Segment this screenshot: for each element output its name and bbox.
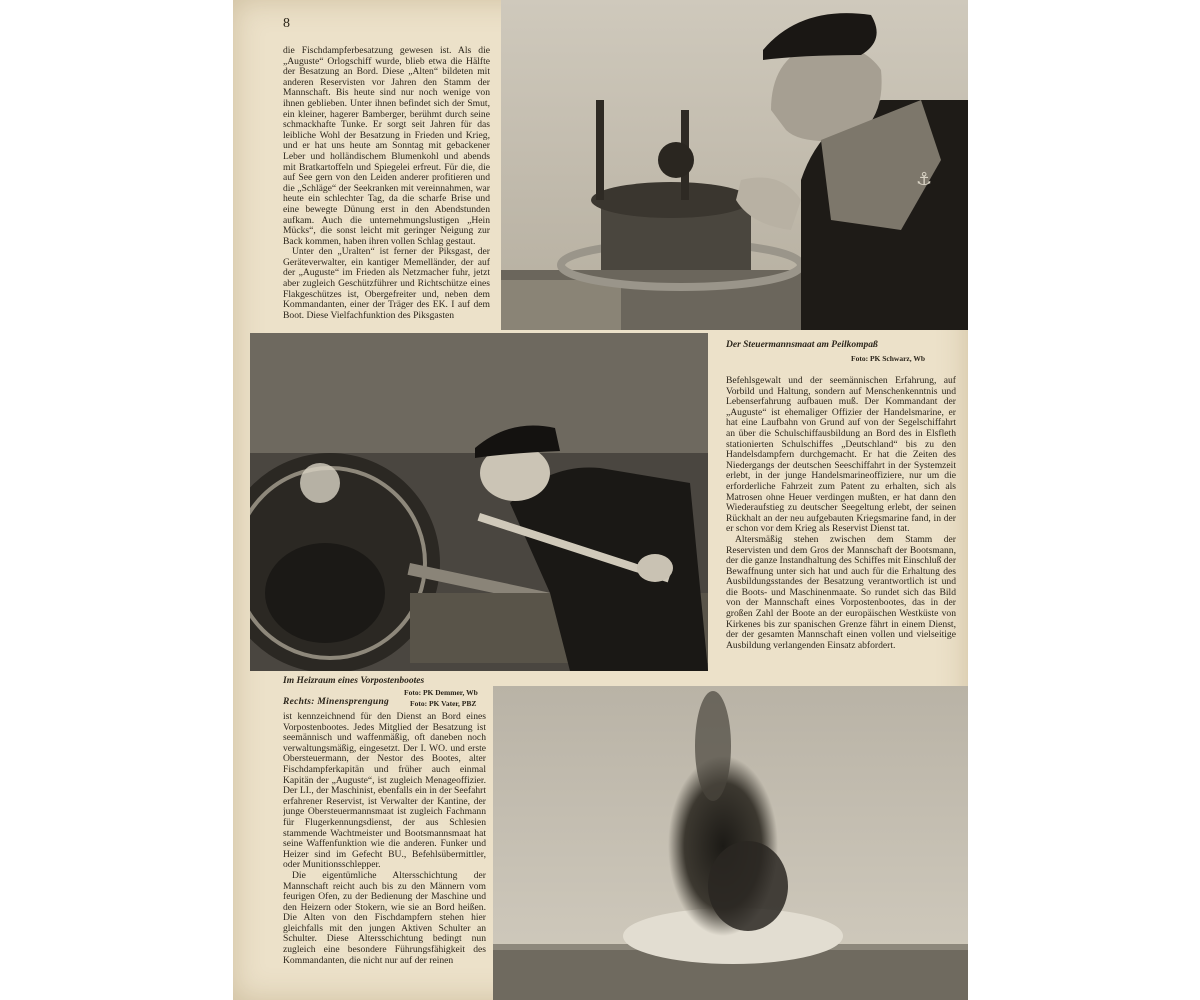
photo-mine-explosion: [493, 686, 968, 1000]
text-column-bottom-left: [283, 712, 486, 998]
photo-boiler-room-image: [250, 333, 708, 671]
photo-explosion-credit: Foto: PK Vater, PBZ: [410, 699, 477, 708]
magazine-page: [233, 0, 968, 1000]
photo-boiler-caption: Im Heizraum eines Vorpostenbootes: [283, 676, 425, 686]
text-column-right: [726, 376, 956, 682]
photo-navigator-credit: Foto: PK Schwarz, Wb: [851, 354, 926, 363]
page-number: 8: [283, 16, 290, 31]
paragraph: Befehlsgewalt und der seemännischen Erfahrung, auf Vorbild und Haltung, sondern auf Menschenkenntnis und Lebenserfahrung aufbauen muß. Der Kommandant der „Auguste“ ist ehemaliger Offizier der Handelsmarine, er hat eine Laufbahn von Grund auf von der Segelschiffahrt an über die Schulschiffausbildung an Bord des in Elsfleth stationierten Schulschiffes „Deutschland“ bis zu den Handelsdampfern durchgemacht. Er hat die Zeiten des Niedergangs der deutschen Seeschiffahrt in der Systemzeit erlebt, in der junge Handelsmarineoffiziere, nur um die erforderliche Fahrzeit zum Patent zu erhalten, sich als Matrosen ohne Heuer verdingen mußten, er hat dann den Wiederaufstieg zu deutscher Seegeltung erlebt, der seinen Rückhalt an der neu aufgebauten Kriegsmarine fand, in der er schon vor dem Krieg als Reservist Dienst tat.: [726, 376, 956, 535]
photo-navigator-compass: [501, 0, 968, 330]
photo-navigator-compass-image: [501, 0, 968, 330]
paragraph: ist kennzeichnend für den Dienst an Bord eines Vorpostenbootes. Jedes Mitglied der Besatzung ist seemännisch und waffenmäßig, oft daneben noch verwaltungsmäßig, eingesetzt. Der I. WO. und erste Obersteuermann, der Nestor des Bootes, alter Fischdampferkapitän und früher auch einmal Kapitän der „Auguste“, ist zugleich Menageoffizier. Der LI., der Maschinist, ebenfalls ein in der Seefahrt erfahrener Reservist, ist Verwalter der Kantine, der junge Obersteuermannsmaat ist zugleich Fachmann für Flugerkennungsdienst, der aus Schlesien stammende Wachtmeister und Bootsmannsmaat hat seine Waffenfunktion wie die anderen. Funker und Heizer sind im Gefecht BU., Befehlsübermittler, oder Munitionsschlepper.: [283, 712, 486, 871]
paragraph: Die eigentümliche Altersschichtung der Mannschaft reicht auch bis zu den Männern vom feurigen Ofen, zu der Bedienung der Maschine und den Heizern oder Stokern, wie sie an Bord heißen. Die Alten von den Fischdampfern stehen hier gleichfalls mit den jungen Aktiven Schulter an Schulter. Diese Altersschichtung bedingt nun zugleich eine besondere Führungsfähigkeit des Kommandanten, die nicht nur auf der reinen: [283, 869, 486, 966]
text-column-top-left: [283, 46, 490, 328]
photo-mine-explosion-image: [493, 686, 968, 1000]
paragraph: Altersmäßig stehen zwischen dem Stamm der Reservisten und dem Gros der Mannschaft der Bootsmann, der die ganze Instandhaltung des Schiffes mit Einschluß der Bewaffnung unter sich hat und auch für die Erhaltung des Ausbildungsstandes der Besatzung verantwortlich ist und die Boots- und Maschinenmaate. So rundet sich das Bild von der Mannschaft eines Vorpostenbootes, das in der großen Zahl der Boote an der europäischen Westküste von Kirkenes bis zur spanischen Grenze fährt in einem Dienst, der der gesamten Mannschaft einen vollen und vielseitige Ausbildung verlangenden Einsatz abfordert.: [726, 533, 956, 651]
paragraph: Unter den „Uralten“ ist ferner der Piksgast, der Geräteverwalter, ein kantiger Memelländer, der auf der „Auguste“ im Frieden als Netzmacher fuhr, jetzt aber zugleich Geschützführer und Richtschütze eines Flakgeschützes ist, Obergefreiter und, neben dem Kommandanten, einer der Träger des EK. I auf dem Boot. Diese Vielfachfunktion des Piksgasten: [283, 246, 490, 321]
photo-navigator-caption: Der Steuermannsmaat am Peilkompaß: [726, 340, 878, 350]
photo-explosion-caption: Rechts: Minensprengung: [283, 697, 390, 707]
paragraph: die Fischdampferbesatzung gewesen ist. Als die „Auguste“ Orlogschiff wurde, blieb etwa die Hälfte der Besatzung an Bord. Diese „Alten“ bildeten mit anderen Reservisten vor Jahren den Stamm der Mannschaft. Bis heute sind nur noch wenige von ihnen geblieben. Unter ihnen befindet sich der Smut, ein kleiner, hagerer Bamberger, berühmt durch seine schmackhafte Tunke. Er sorgt seit Jahren für das leibliche Wohl der Besatzung in Frieden und Krieg, und er hat uns heute am Sonntag mit gebackener Leber und holländischem Blumenkohl und abends mit Bratkartoffeln und Spiegelei erfreut. Für die, die auf See gern von den Leiden anderer profitieren und die „Schläge“ der Seekranken mit vereinnahmen, war heute ein schlechter Tag, da die scharfe Brise und eine bewegte Dünung erst in den Abendstunden aufkam. Auch die unternehmungslustigen „Hein Mücks“, die sonst leicht mit geringer Neigung zur Back kommen, haben ihren vollen Schlag gestaut.: [283, 46, 490, 247]
photo-boiler-credit: Foto: PK Demmer, Wb: [404, 688, 478, 697]
photo-boiler-room: [250, 333, 708, 671]
svg-text:⚓: ⚓: [916, 169, 933, 190]
